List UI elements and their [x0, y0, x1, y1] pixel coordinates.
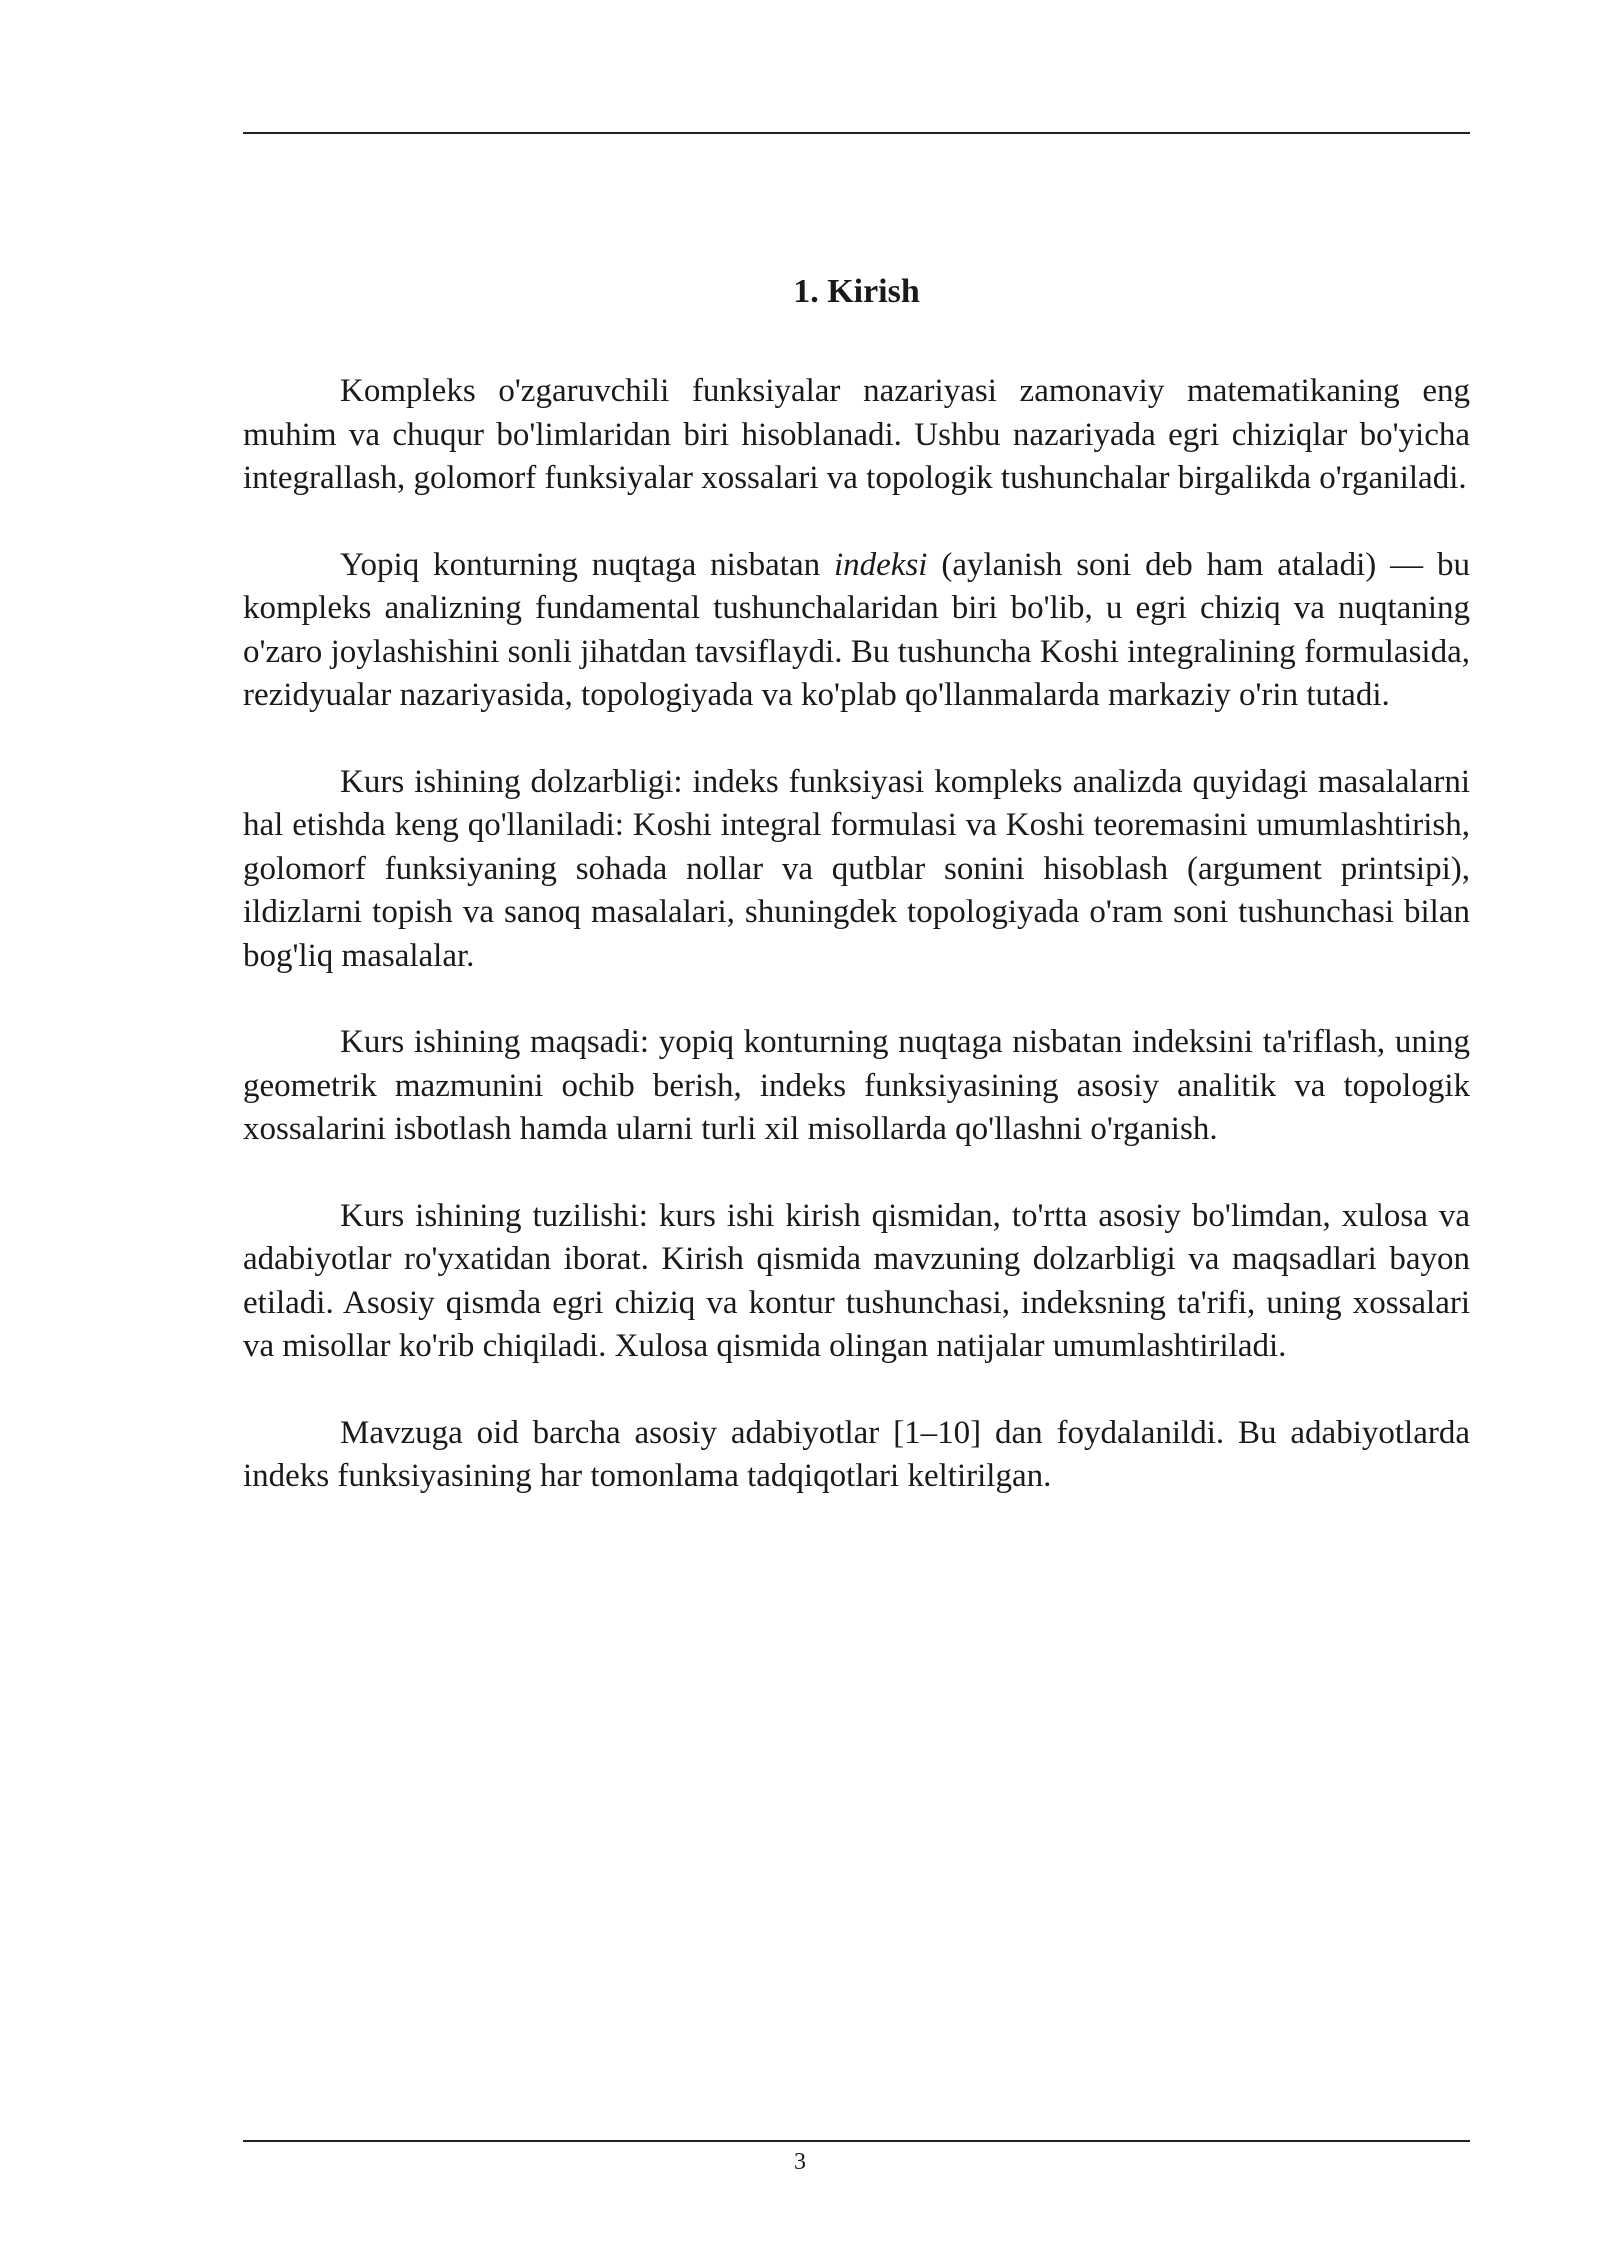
paragraph-structure: Kurs ishining tuzilishi: kurs ishi kirish qismidan, to'rtta asosiy bo'limdan, xulosa va adabiyotlar ro'yxatidan iborat. Kirish qismida mavzuning dolzarbligi va maqsadlari bayon etiladi. Asosiy qismda egri chiziq va kontur tushunchasi, indeksning ta'rifi, uning xossalari va misollar ko'rib chiqiladi. Xulosa qismida olingan natijalar umumlashtiriladi.: [243, 1197, 1470, 1364]
header-rule: [243, 132, 1470, 134]
paragraph-literature: Mavzuga oid barcha asosiy adabiyotlar [1–10] dan foydalanildi. Bu adabiyotlarda indeks funksiyasining har tomonlama tadqiqotlari keltirilgan.: [243, 1414, 1470, 1494]
page-number: 3: [794, 2149, 806, 2175]
paragraph-index-definition: [243, 544, 1470, 718]
section-title: 1. Kirish: [793, 273, 920, 310]
paragraph-relevance: Kurs ishining dolzarbligi: indeks funksiyasi kompleks analizda quyidagi masalalarni hal etishda keng qo'llaniladi: Koshi integral formulasi va Koshi teoremasini umumlashtirish, golomorf funksiyaning sohada nollar va qutblar sonini hisoblash (argument printsipi), ildizlarni topish va sanoq masalalari, shuningdek topologiyada o'ram soni tushunchasi bilan bog'liq masalalar.: [243, 763, 1470, 974]
paragraph-intro: Kompleks o'zgaruvchili funksiyalar nazariyasi zamonaviy matematikaning eng muhim va chuqur bo'limlaridan biri hisoblanadi. Ushbu nazariyada egri chiziqlar bo'yicha integrallash, golomorf funksiyalar xossalari va topologik tushunchalar birgalikda o'rganiladi.: [243, 373, 1470, 496]
paragraph-index-before: Yopiq konturning nuqtaga nisbatan: [340, 546, 834, 583]
paragraph-goal: Kurs ishining maqsadi: yopiq konturning nuqtaga nisbatan indeksini ta'riflash, uning geometrik mazmunini ochib berish, indeks funksiyasining asosiy analitik va topologik xossalarini isbotlash hamda ularni turli xil misollarda qo'llashni o'rganish.: [243, 1024, 1470, 1147]
paragraph-index-after: (aylanish soni deb ham ataladi) — bu kompleks analizning fundamental tushunchalaridan biri bo'lib, u egri chiziq va nuqtaning o'zaro joylashishini sonli jihatdan tavsiflaydi. Bu tushuncha Koshi integralining formulasida, rezidyualar nazariyasida, topologiyada va ko'plab qo'llanmalarda markaziy o'rin tutadi.: [243, 546, 1470, 713]
term-indeksi: indeksi: [833, 546, 928, 583]
footer-rule: [243, 2140, 1470, 2142]
page-content: [243, 268, 1470, 1542]
